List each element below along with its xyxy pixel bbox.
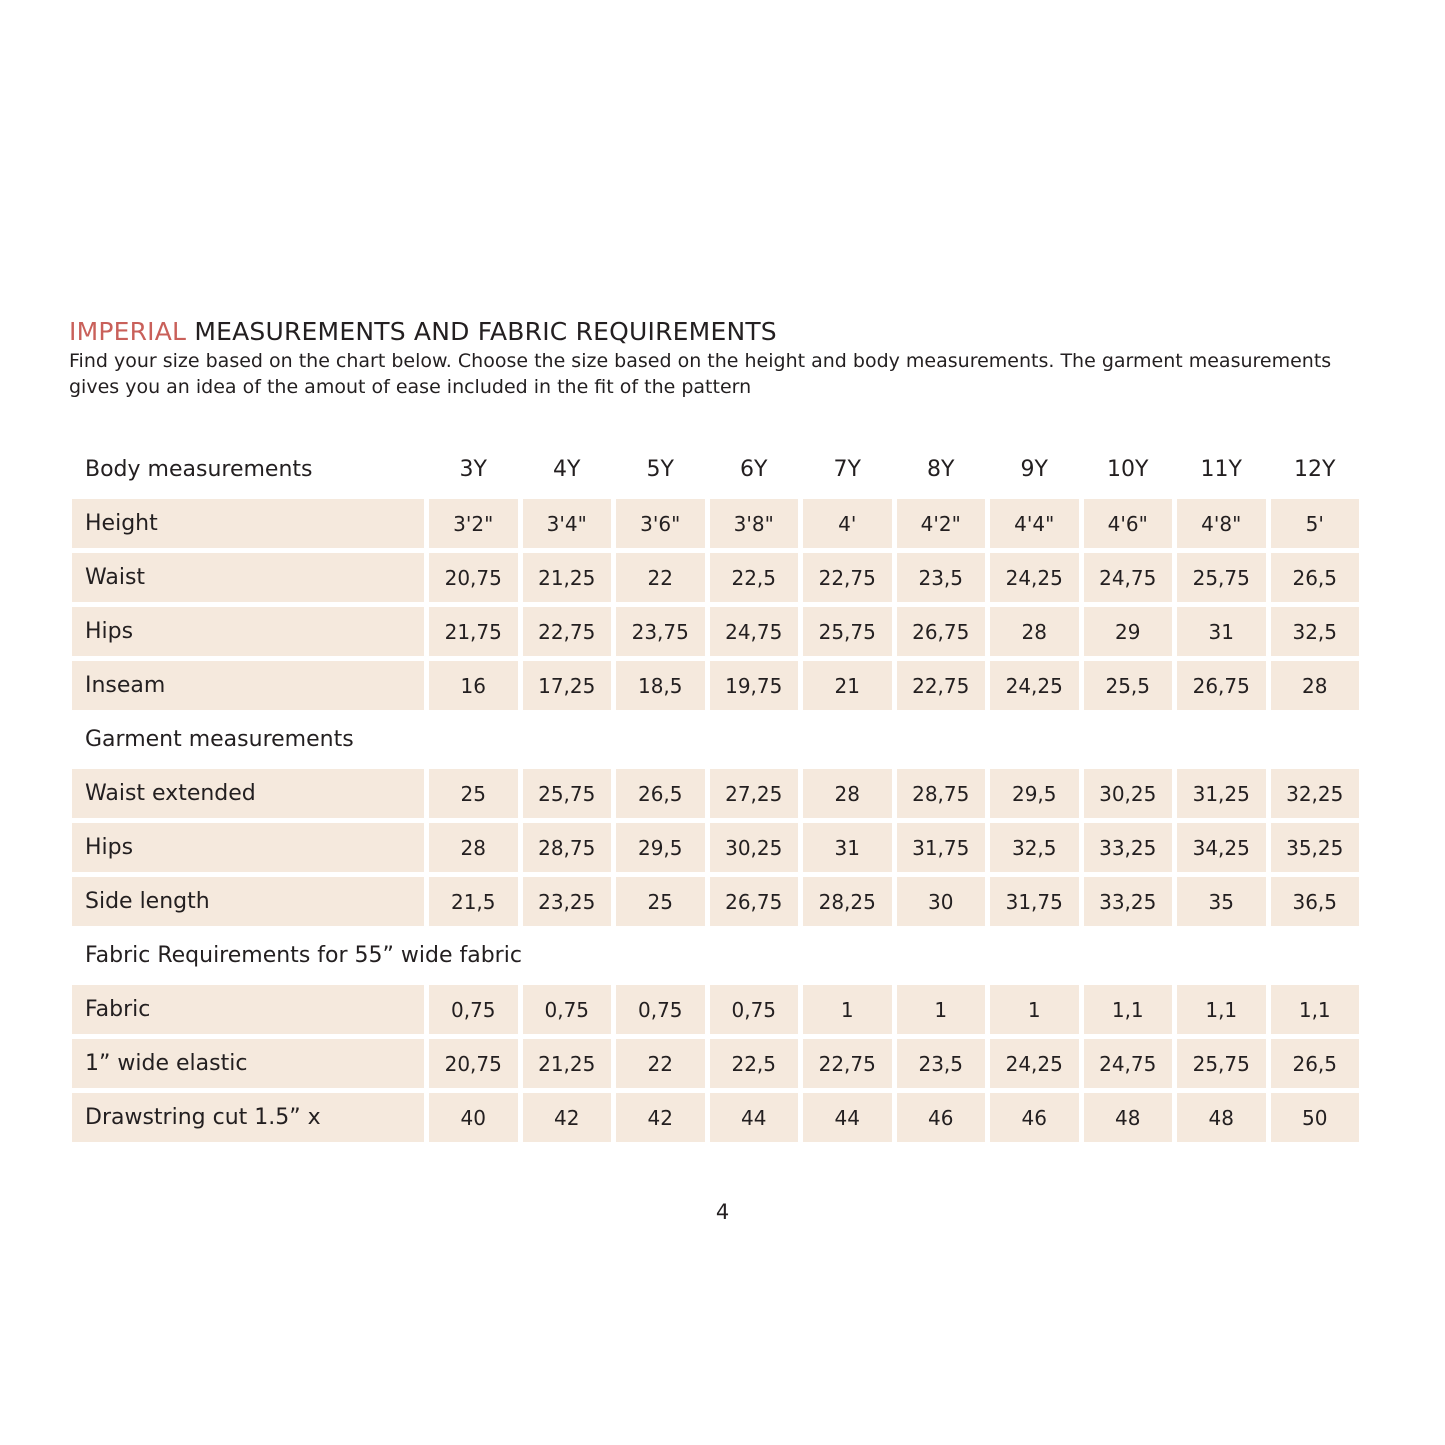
intro-text: Find your size based on the chart below. Choose the size based on the height and body measurements. The garment measurements gives you an idea of the amout of ease included in the fit of the pattern <box>69 350 1332 398</box>
value-cell: 1 <box>803 985 892 1034</box>
value-cell: 18,5 <box>616 661 705 710</box>
size-header: 3Y <box>459 457 487 482</box>
table-row <box>72 985 1359 1034</box>
section-header-row <box>72 931 1359 980</box>
empty-cell <box>803 715 892 764</box>
table-row <box>72 553 1359 602</box>
value-cell: 3'4" <box>523 499 612 548</box>
empty-cell <box>897 715 986 764</box>
value-cell: 25,75 <box>1177 553 1266 602</box>
empty-cell <box>710 715 799 764</box>
value-cell: 28,75 <box>897 769 986 818</box>
value-cell: 26,5 <box>1271 1039 1360 1088</box>
value-cell: 30 <box>897 877 986 926</box>
value-cell: 22 <box>616 1039 705 1088</box>
table-row <box>72 769 1359 818</box>
row-label: Fabric <box>72 985 424 1034</box>
value-cell: 22,5 <box>710 1039 799 1088</box>
value-cell: 21,25 <box>523 1039 612 1088</box>
value-cell: 4'4" <box>990 499 1079 548</box>
value-cell: 28 <box>990 607 1079 656</box>
value-cell: 42 <box>523 1093 612 1142</box>
value-cell: 3'6" <box>616 499 705 548</box>
empty-cell <box>616 715 705 764</box>
value-cell: 25,5 <box>1084 661 1173 710</box>
value-cell: 20,75 <box>429 553 518 602</box>
value-cell: 30,25 <box>1084 769 1173 818</box>
value-cell: 23,25 <box>523 877 612 926</box>
value-cell: 21 <box>803 661 892 710</box>
value-cell: 25,75 <box>1177 1039 1266 1088</box>
value-cell: 28 <box>1271 661 1360 710</box>
value-cell: 1,1 <box>1084 985 1173 1034</box>
page-number: 4 <box>715 1200 730 1224</box>
value-cell: 26,75 <box>710 877 799 926</box>
value-cell: 48 <box>1177 1093 1266 1142</box>
value-cell: 24,25 <box>990 661 1079 710</box>
row-label: Inseam <box>72 661 424 710</box>
value-cell: 48 <box>1084 1093 1173 1142</box>
row-label: Hips <box>72 607 424 656</box>
value-cell: 1 <box>897 985 986 1034</box>
value-cell: 36,5 <box>1271 877 1360 926</box>
value-cell: 20,75 <box>429 1039 518 1088</box>
value-cell: 23,75 <box>616 607 705 656</box>
value-cell: 33,25 <box>1084 823 1173 872</box>
value-cell: 21,25 <box>523 553 612 602</box>
row-label: Waist extended <box>72 769 424 818</box>
value-cell: 0,75 <box>710 985 799 1034</box>
empty-cell <box>897 931 986 980</box>
value-cell: 4' <box>803 499 892 548</box>
size-header: 11Y <box>1200 457 1242 482</box>
value-cell: 33,25 <box>1084 877 1173 926</box>
value-cell: 1 <box>990 985 1079 1034</box>
value-cell: 1,1 <box>1271 985 1360 1034</box>
empty-cell <box>1177 931 1266 980</box>
size-chart-table <box>67 440 1364 1147</box>
value-cell: 31,25 <box>1177 769 1266 818</box>
title-rest: MEASUREMENTS AND FABRIC REQUIREMENTS <box>186 317 777 346</box>
row-label: Drawstring cut 1.5” x <box>72 1093 424 1142</box>
value-cell: 25 <box>616 877 705 926</box>
value-cell: 1,1 <box>1177 985 1266 1034</box>
value-cell: 22,75 <box>803 1039 892 1088</box>
value-cell: 44 <box>710 1093 799 1142</box>
value-cell: 46 <box>897 1093 986 1142</box>
empty-cell <box>1084 715 1173 764</box>
value-cell: 3'2" <box>429 499 518 548</box>
section-label: Fabric Requirements for 55” wide fabric <box>85 943 522 968</box>
row-label: Side length <box>72 877 424 926</box>
value-cell: 28 <box>803 769 892 818</box>
value-cell: 28,75 <box>523 823 612 872</box>
row-label: Waist <box>72 553 424 602</box>
value-cell: 24,75 <box>1084 553 1173 602</box>
value-cell: 27,25 <box>710 769 799 818</box>
value-cell: 30,25 <box>710 823 799 872</box>
value-cell: 26,5 <box>616 769 705 818</box>
value-cell: 32,5 <box>1271 607 1360 656</box>
section-label: Garment measurements <box>85 727 354 752</box>
value-cell: 24,25 <box>990 1039 1079 1088</box>
empty-cell <box>803 931 892 980</box>
size-header: 4Y <box>553 457 581 482</box>
empty-cell <box>1271 931 1360 980</box>
value-cell: 24,75 <box>710 607 799 656</box>
value-cell: 5' <box>1271 499 1360 548</box>
empty-cell <box>1177 715 1266 764</box>
value-cell: 31 <box>1177 607 1266 656</box>
value-cell: 22,75 <box>897 661 986 710</box>
row-label: Height <box>72 499 424 548</box>
value-cell: 29,5 <box>990 769 1079 818</box>
size-header: 7Y <box>833 457 861 482</box>
empty-cell <box>990 931 1079 980</box>
size-chart-body <box>72 445 1359 1142</box>
value-cell: 29,5 <box>616 823 705 872</box>
value-cell: 31,75 <box>897 823 986 872</box>
empty-cell <box>1271 715 1360 764</box>
value-cell: 35 <box>1177 877 1266 926</box>
value-cell: 0,75 <box>429 985 518 1034</box>
row-label: Hips <box>72 823 424 872</box>
value-cell: 32,5 <box>990 823 1079 872</box>
empty-cell <box>523 931 612 980</box>
row-label: 1” wide elastic <box>72 1039 424 1088</box>
empty-cell <box>1084 931 1173 980</box>
page-title <box>69 317 777 346</box>
size-header: 5Y <box>646 457 674 482</box>
value-cell: 16 <box>429 661 518 710</box>
value-cell: 25,75 <box>803 607 892 656</box>
value-cell: 31,75 <box>990 877 1079 926</box>
value-cell: 24,25 <box>990 553 1079 602</box>
table-row <box>72 661 1359 710</box>
value-cell: 4'2" <box>897 499 986 548</box>
value-cell: 4'8" <box>1177 499 1266 548</box>
empty-cell <box>523 715 612 764</box>
section-label: Body measurements <box>85 457 313 482</box>
value-cell: 4'6" <box>1084 499 1173 548</box>
value-cell: 21,75 <box>429 607 518 656</box>
value-cell: 42 <box>616 1093 705 1142</box>
value-cell: 26,75 <box>897 607 986 656</box>
value-cell: 26,5 <box>1271 553 1360 602</box>
value-cell: 19,75 <box>710 661 799 710</box>
value-cell: 40 <box>429 1093 518 1142</box>
value-cell: 21,5 <box>429 877 518 926</box>
empty-cell <box>429 715 518 764</box>
value-cell: 25,75 <box>523 769 612 818</box>
value-cell: 28,25 <box>803 877 892 926</box>
table-row <box>72 499 1359 548</box>
value-cell: 34,25 <box>1177 823 1266 872</box>
value-cell: 31 <box>803 823 892 872</box>
value-cell: 17,25 <box>523 661 612 710</box>
value-cell: 50 <box>1271 1093 1360 1142</box>
table-row <box>72 877 1359 926</box>
value-cell: 44 <box>803 1093 892 1142</box>
value-cell: 29 <box>1084 607 1173 656</box>
title-accent: IMPERIAL <box>69 317 187 346</box>
value-cell: 3'8" <box>710 499 799 548</box>
size-header: 12Y <box>1294 457 1336 482</box>
section-header-row <box>72 715 1359 764</box>
section-header-row <box>72 445 1359 494</box>
table-row <box>72 823 1359 872</box>
value-cell: 23,5 <box>897 553 986 602</box>
value-cell: 46 <box>990 1093 1079 1142</box>
value-cell: 26,75 <box>1177 661 1266 710</box>
value-cell: 22,5 <box>710 553 799 602</box>
size-header: 8Y <box>927 457 955 482</box>
value-cell: 23,5 <box>897 1039 986 1088</box>
value-cell: 22,75 <box>803 553 892 602</box>
value-cell: 25 <box>429 769 518 818</box>
empty-cell <box>990 715 1079 764</box>
table-row <box>72 1039 1359 1088</box>
value-cell: 35,25 <box>1271 823 1360 872</box>
size-header: 6Y <box>740 457 768 482</box>
size-header: 10Y <box>1107 457 1149 482</box>
empty-cell <box>710 931 799 980</box>
value-cell: 0,75 <box>523 985 612 1034</box>
value-cell: 0,75 <box>616 985 705 1034</box>
empty-cell <box>616 931 705 980</box>
value-cell: 28 <box>429 823 518 872</box>
value-cell: 22,75 <box>523 607 612 656</box>
table-row <box>72 607 1359 656</box>
value-cell: 22 <box>616 553 705 602</box>
value-cell: 24,75 <box>1084 1039 1173 1088</box>
value-cell: 32,25 <box>1271 769 1360 818</box>
table-row <box>72 1093 1359 1142</box>
size-header: 9Y <box>1020 457 1048 482</box>
